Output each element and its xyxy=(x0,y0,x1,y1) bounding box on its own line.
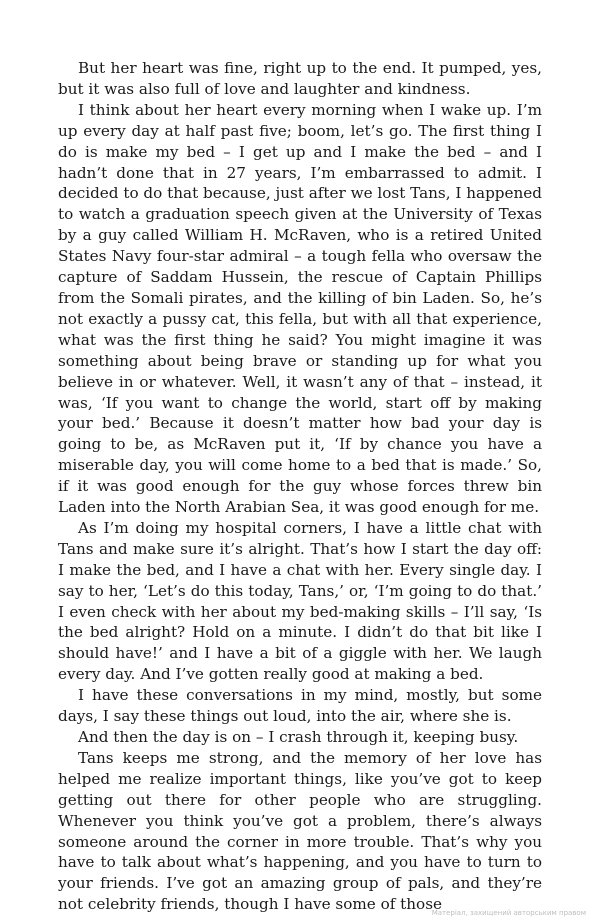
paragraph-2: I think about her heart every morning when I wake up. I’m up every day at half past five; boom, let’s go. The first thing I do is make my bed – I get up and I make the bed – and I hadn’t done that in 27 years, I’m embarrassed to admit. I decided to do that because, just after we lost Tans, I happened to watch a graduation speech given at the University of Texas by a guy called William H. McRaven, who is a retired United States Navy four-star admiral – a tough fella who oversaw the capture of Saddam Hussein, the rescue of Captain Phillips from the Somali pirates, and the killing of bin Laden. So, he’s not exactly a pussy cat, this fella, but with all that experience, what was the first thing he said? You might imagine it was something about being brave or standing up for what you believe in or whatever. Well, it wasn’t any of that – instead, it was, ‘If you want to change the world, start off by making your bed.’ Because it doesn’t matter how bad your day is going to be, as McRaven put it, ‘If by chance you have a miserable day, you will come home to a bed that is made.’ So, if it was good enough for the guy whose forces threw bin Laden into the North Arabian Sea, it was good enough for me. xyxy=(58,100,542,517)
book-page-text xyxy=(58,58,542,915)
paragraph-5: And then the day is on – I crash through it, keeping busy. xyxy=(78,728,519,746)
paragraph-3: As I’m doing my hospital corners, I have a little chat with Tans and make sure it’s alright. That’s how I start the day off: I make the bed, and I have a chat with her. Every single day. I say to her, ‘Let’s do this today, Tans,’ or, ‘I’m going to do that.’ I even check with her about my bed-making skills – I’ll say, ‘Is the bed alright? Hold on a minute. I didn’t do that bit like I should have!’ and I have a bit of a giggle with her. We laugh every day. And I’ve gotten really good at making a bed. xyxy=(58,518,542,684)
paragraph-1: But her heart was fine, right up to the end. It pumped, yes, but it was also full of love and laughter and kindness. xyxy=(58,59,542,98)
paragraph-6: Tans keeps me strong, and the memory of her love has helped me realize important things, like you’ve got to keep getting out there for other people who are struggling. Whenever you think you’ve got a problem, there’s always someone around the corner in more trouble. That’s why you have to talk about what’s happening, and you have to turn to your friends. I’ve got an amazing group of pals, and they’re not celebrity friends, though I have some of those xyxy=(58,748,542,914)
paragraph-4: I have these conversations in my mind, mostly, but some days, I say these things out loud, into the air, where she is. xyxy=(58,686,542,726)
copyright-watermark: Матеріал, захищений авторським правом xyxy=(431,909,586,917)
